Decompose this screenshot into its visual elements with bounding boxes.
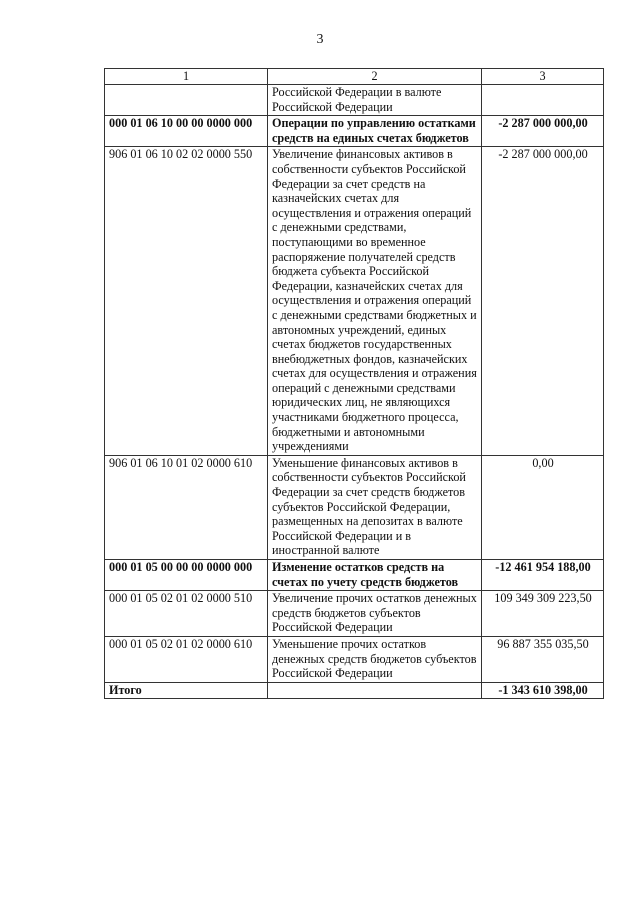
description-cell: Операции по управлению остатками средств на единых счетах бюджетов [268, 116, 482, 147]
table-row [105, 636, 604, 682]
total-amount: -1 343 610 398,00 [482, 682, 604, 699]
budget-code-cell: 000 01 05 02 01 02 0000 610 [105, 636, 268, 682]
amount-cell: 0,00 [482, 455, 604, 559]
column-number-cell: 2 [268, 69, 482, 85]
amount-cell: -12 461 954 188,00 [482, 560, 604, 591]
column-number-cell: 1 [105, 69, 268, 85]
column-number-row [105, 69, 604, 85]
table-row [105, 591, 604, 637]
total-row [105, 682, 604, 699]
table-row [105, 147, 604, 455]
budget-sources-table [104, 68, 604, 699]
table-row [105, 560, 604, 591]
budget-code-cell: 000 01 05 02 01 02 0000 510 [105, 591, 268, 637]
budget-code-cell [105, 85, 268, 116]
table-row [105, 116, 604, 147]
description-cell: Уменьшение прочих остатков денежных средств бюджетов субъектов Российской Федерации [268, 636, 482, 682]
amount-cell: 96 887 355 035,50 [482, 636, 604, 682]
budget-code-cell: 000 01 06 10 00 00 0000 000 [105, 116, 268, 147]
amount-cell: -2 287 000 000,00 [482, 116, 604, 147]
total-label: Итого [105, 682, 268, 699]
budget-code-cell: 906 01 06 10 01 02 0000 610 [105, 455, 268, 559]
page-number: 3 [316, 32, 324, 47]
amount-cell: -2 287 000 000,00 [482, 147, 604, 455]
total-description-cell [268, 682, 482, 699]
amount-cell [482, 85, 604, 116]
description-cell: Увеличение финансовых активов в собственности субъектов Российской Федерации за счет средств на казначейских счетах для осуществления и отражения операций с денежными средствами, поступающими во временное распоряжение получателей средств бюджета субъекта Российской Федерации, казначейских счетах для осуществления и отражения операций с денежными средствами бюджетных и автономных учреждений, единых счетах бюджетов государственных внебюджетных фондов, казначейских счетах для осуществления и отражения операций с денежными средствами юридических лиц, не являющихся участниками бюджетного процесса, бюджетными и автономными учреждениями [268, 147, 482, 455]
description-cell: Российской Федерации в валюте Российской Федерации [268, 85, 482, 116]
budget-code-cell: 906 01 06 10 02 02 0000 550 [105, 147, 268, 455]
description-cell: Изменение остатков средств на счетах по учету средств бюджетов [268, 560, 482, 591]
table-row [105, 85, 604, 116]
table-row [105, 455, 604, 559]
budget-code-cell: 000 01 05 00 00 00 0000 000 [105, 560, 268, 591]
description-cell: Уменьшение финансовых активов в собственности субъектов Российской Федерации за счет средств бюджетов субъектов Российской Федерации, размещенных на депозитах в валюте Российской Федерации и в иностранной валюте [268, 455, 482, 559]
column-number-cell: 3 [482, 69, 604, 85]
description-cell: Увеличение прочих остатков денежных средств бюджетов субъектов Российской Федерации [268, 591, 482, 637]
amount-cell: 109 349 309 223,50 [482, 591, 604, 637]
